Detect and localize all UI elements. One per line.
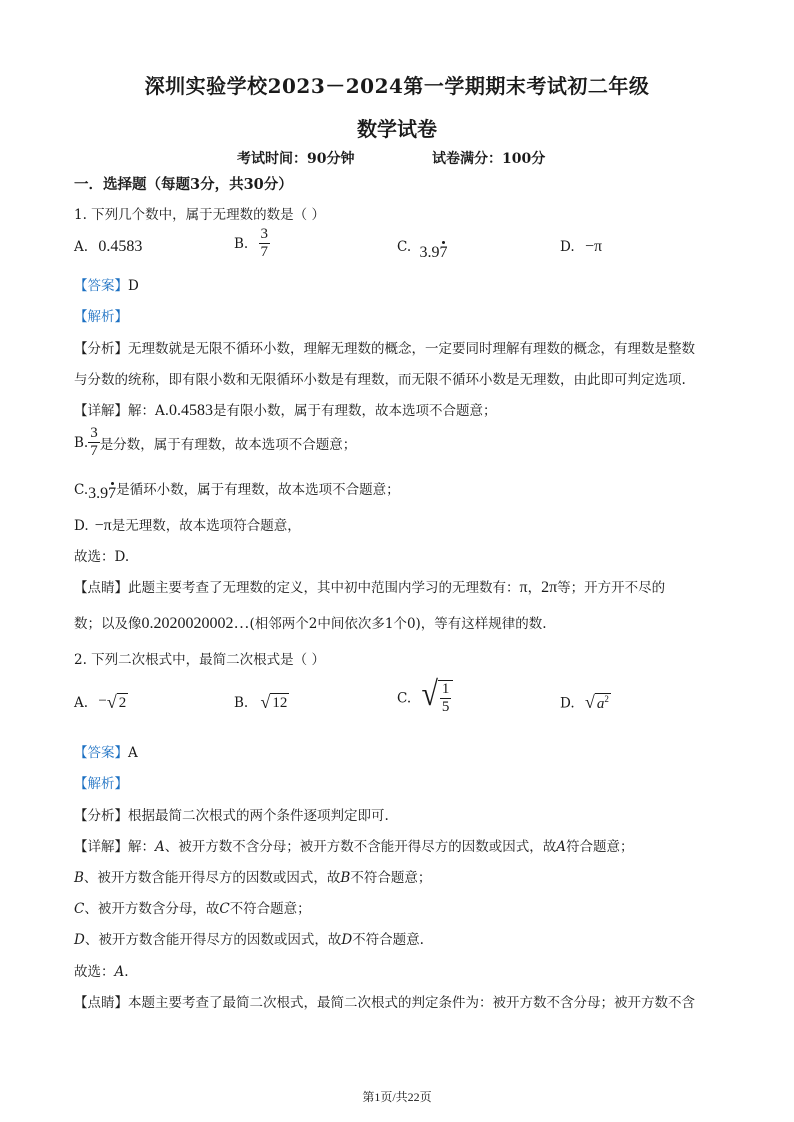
q2-option-d-radical [585,693,611,715]
q2-option-a-label: A. [74,694,89,711]
radical-sign-icon: √ [421,674,438,713]
page-title: 深圳实验学校2023－2024第一学期期末考试初二年级 [144,74,650,98]
q1-detail-c-repeat: 7 [108,485,117,502]
q1-detail-b [74,425,356,461]
q1-fenxi-line1 [74,337,695,357]
q2-option-c [397,674,453,717]
q2-detail-b-letter2: B [340,870,351,886]
q2-option-d [560,693,611,715]
q1-detail-d [74,514,301,535]
exam-score: 试卷满分：100分 [432,151,546,167]
q1-detail-c-value [88,485,116,502]
q1-detail-c-post: 是循环小数，属于有理数，故本选项不合题意； [116,482,400,498]
q2-detail-a-letter2: A [556,839,566,855]
q1-option-d-label: D. [560,239,575,255]
radical-sign-icon: √ [584,692,595,712]
q1-option-c-value [419,244,447,261]
q1-detail-b-fraction [88,425,100,461]
q2-option-d-exponent: 2 [604,694,609,704]
q1-detail-a-post: 是有限小数，属于有理数，故本选项不合题意； [213,403,497,419]
q1-option-c-label: C. [397,239,412,255]
q1-fenxi-text1: 无理数就是无限不循环小数，理解无理数的概念，一定要同时理解有理数的概念，有理数是整数 [128,341,695,357]
q1-comment-2pi: 2π [541,579,558,596]
q2-fenxi-tag: 【分析】 [74,808,128,824]
exam-time: 考试时间：90分钟 [237,151,355,167]
q1-detail-c-int: 3.9 [88,485,109,502]
q1-comment-2-value: 0.2020020002… [141,615,250,632]
q2-answer-value: A [128,745,138,761]
q1-detail-b-numerator: 3 [88,425,100,443]
section-title: 一．选择题（每题3分，共30分） [74,176,293,193]
q1-choose: 故选：D. [74,549,130,565]
q2-option-c-label: C. [397,690,412,707]
q1-option-d-value: −π [584,238,603,255]
q2-option-a-radicand: 2 [117,693,129,714]
q2-detail-b-post: 不符合题意； [350,870,432,886]
q2-option-b-radical [261,693,290,714]
q2-choose-pre: 故选： [74,964,115,980]
q1-stem: 1. 下列几个数中，属于无理数的数是（ ） [74,207,325,223]
q2-analysis-tag: 【解析】 [74,776,128,792]
q2-detail-a-mid: 、被开方数不含分母；被开方数不含能开得尽方的因数或因式，故 [164,839,557,855]
q1-option-c [397,238,448,261]
page-number: 第1页/共22页 [362,1090,432,1104]
q2-choose-letter: A [114,964,125,980]
q1-detail-tag: 【详解】 [74,403,128,419]
q2-detail-c-letter2: C [219,901,230,917]
q2-detail-a [74,835,634,855]
q2-comment [74,991,695,1011]
q2-detail-b-letter: B [74,870,84,886]
q1-comment-line2 [74,612,547,633]
q2-option-d-label: D. [560,695,575,712]
q1-comment-tag: 【点睛】 [74,580,128,596]
q1-comment-2-pre: 数；以及像 [74,616,142,632]
q1-answer [74,274,139,294]
q1-fenxi-line2: 与分数的统称，即有限小数和无限循环小数是有理数，而无限不循环小数是无理数，由此即可判定选项. [74,372,686,388]
q1-comment-1-post: 等；开方开不尽的 [557,580,666,596]
q2-option-a [74,693,128,714]
q2-detail-a-post: 符合题意； [566,839,634,855]
q2-option-d-radicand [595,693,611,715]
q1-detail-b-post: 是分数，属于有理数，故本选项不合题意； [99,436,357,453]
q1-detail-a [74,399,497,420]
q2-fenxi [74,804,389,824]
q1-option-b-numerator: 3 [259,226,271,244]
q1-detail-b-label: B. [74,434,89,451]
q1-option-a-label: A. [74,239,89,255]
q2-detail-d-mid: 、被开方数含能开得尽方的因数或因式，故 [84,932,342,948]
q1-option-c-int: 3.9 [419,244,440,261]
q1-detail-a-pre: 解：A. [128,403,170,419]
q2-detail-b [74,866,431,886]
page-subtitle: 数学试卷 [357,117,437,141]
q2-option-a-sign: − [98,693,107,709]
q1-option-a-value: 0.4583 [98,238,143,255]
q2-detail-d-letter: D [74,932,85,948]
q2-detail-a-letter: A [155,839,165,855]
q1-fenxi-tag: 【分析】 [74,341,128,357]
q1-detail-d-value: −π [94,517,112,534]
q1-answer-value: D [128,278,139,294]
q2-answer [74,741,138,761]
q1-comment-2-post: (相邻两个2中间依次多1个0)，等有这样规律的数. [249,616,547,632]
q2-detail-c-letter: C [74,901,85,917]
q2-detail-d-letter2: D [341,932,353,948]
radical-sign-icon: √ [106,692,117,712]
q1-detail-a-value: 0.4583 [169,402,214,419]
q1-comment-line1 [74,576,665,597]
q1-comment-1-pre: 此题主要考查了无理数的定义，其中初中范围内学习的无理数有： [128,580,520,596]
q2-option-c-fraction [438,680,454,717]
q2-detail-c-mid: 、被开方数含分母，故 [84,901,220,917]
q1-answer-tag: 【答案】 [74,278,128,294]
q1-option-b-fraction [259,226,271,262]
q2-comment-tag: 【点睛】 [74,995,128,1011]
q2-stem: 2. 下列二次根式中，最简二次根式是（ ） [74,652,325,668]
q2-detail-tag: 【详解】 [74,839,128,855]
q2-detail-c [74,897,311,917]
q2-option-d-base: a [596,696,605,712]
q2-option-b-radicand: 12 [270,693,289,714]
q2-option-b-label: B. [234,694,249,711]
q1-analysis-tag: 【解析】 [74,309,128,325]
q2-option-c-numerator: 1 [440,681,452,699]
q2-detail-d-post: 不符合题意. [352,932,424,948]
q2-detail-c-post: 不符合题意； [229,901,311,917]
q1-option-a [74,238,142,256]
q1-option-c-repeat: 7 [439,244,448,261]
q2-choose [74,960,129,980]
q1-option-b-denominator: 7 [260,244,269,261]
q2-choose-post: . [124,964,129,980]
q2-option-c-denominator: 5 [441,699,450,716]
q1-detail-c-label: C. [74,482,89,498]
q2-option-a-radical [98,693,128,714]
q2-detail-d [74,928,424,948]
q2-option-b [234,693,289,714]
q2-fenxi-text: 根据最简二次根式的两个条件逐项判定即可. [128,808,389,824]
q1-comment-1-mid: ， [527,580,542,596]
q1-option-d [560,238,602,256]
q2-detail-b-mid: 、被开方数含能开得尽方的因数或因式，故 [83,870,341,886]
q2-option-c-radical [421,674,453,717]
q1-option-b-label: B. [234,235,249,252]
q1-detail-b-denominator: 7 [90,443,98,460]
q1-detail-c [74,478,400,502]
q1-detail-d-label: D. [74,518,89,534]
q1-detail-d-post: 是无理数，故本选项符合题意， [111,518,301,534]
radical-sign-icon: √ [260,692,271,712]
q1-option-b [234,226,270,262]
q2-answer-tag: 【答案】 [74,745,128,761]
q2-detail-a-pre: 解： [128,839,155,855]
q1-comment-pi: π [519,579,528,596]
q2-comment-text: 本题主要考查了最简二次根式，最简二次根式的判定条件为：被开方数不含分母；被开方数不含 [128,995,695,1011]
